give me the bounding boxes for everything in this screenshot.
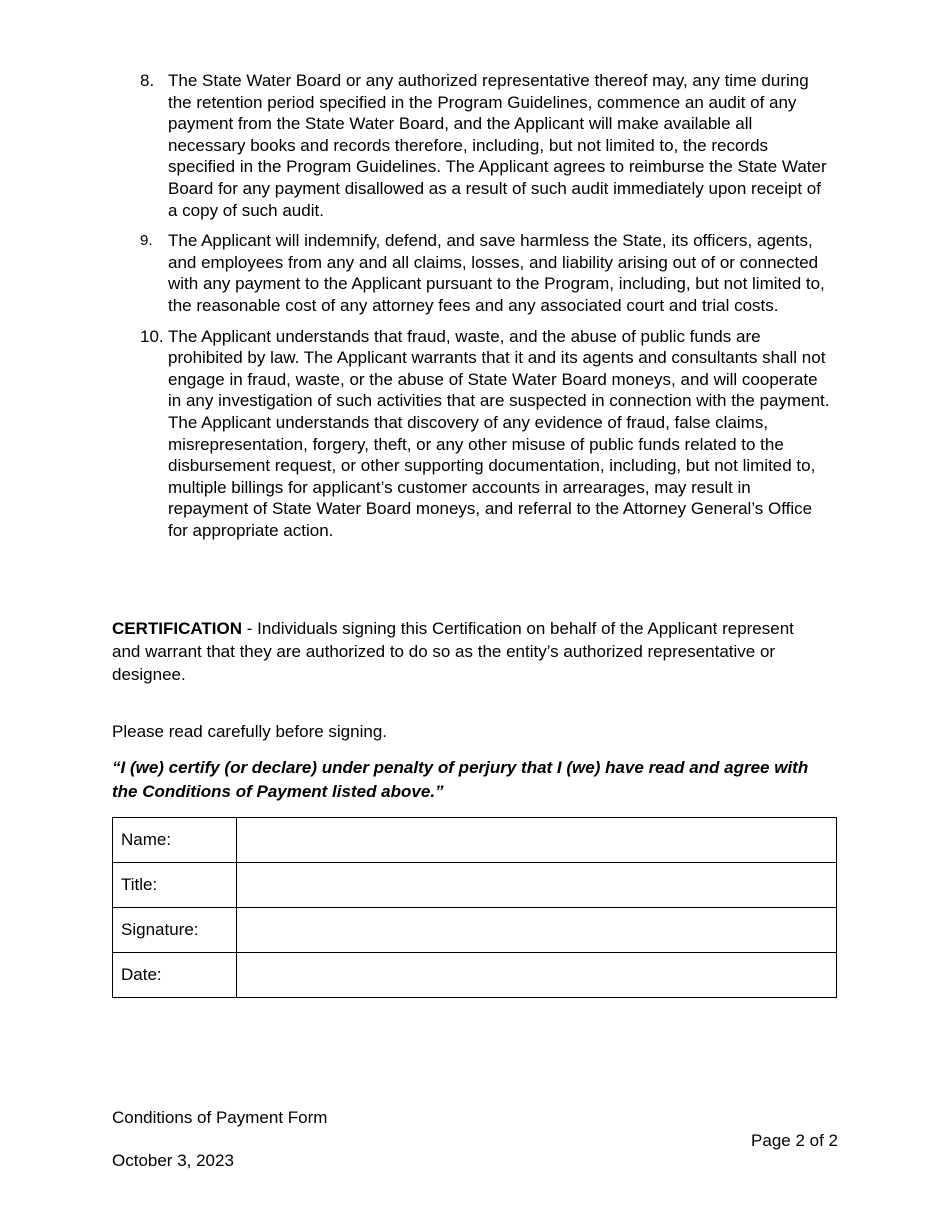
title-label: Title:: [113, 863, 237, 908]
condition-item-10: [140, 326, 830, 542]
date-field[interactable]: [237, 953, 837, 998]
table-row: [113, 863, 837, 908]
name-label: Name:: [113, 818, 237, 863]
read-note: Please read carefully before signing.: [112, 722, 387, 741]
title-field[interactable]: [237, 863, 837, 908]
table-row: [113, 908, 837, 953]
footer-date: October 3, 2023: [112, 1151, 234, 1170]
table-row: [113, 818, 837, 863]
name-field[interactable]: [237, 818, 837, 863]
perjury-declaration: “I (we) certify (or declare) under penalty of perjury that I (we) have read and agree with the Conditions of Payment listed above.”: [112, 758, 809, 801]
certification-text: - Individuals signing this Certification on behalf of the Applicant represent and warrant that they are authorized to do so as the entity’s authorized representative or designee.: [112, 619, 794, 684]
conditions-list: [140, 70, 830, 550]
condition-item-9: [140, 230, 830, 316]
footer-form-name: Conditions of Payment Form: [112, 1108, 328, 1127]
condition-text: The Applicant understands that fraud, waste, and the abuse of public funds are prohibited by law. The Applicant warrants that it and its agents and consultants shall not engage in fraud, waste, or the abuse of State Water Board moneys, and will cooperate in any investigation of such activities that are suspected in connection with the payment. The Applicant understands that discovery of any evidence of fraud, false claims, misrepresentation, forgery, theft, or any other misuse of public funds related to the disbursement request, or other supporting documentation, including, but not limited to, multiple billings for applicant’s customer accounts in arrearages, may result in repayment of State Water Board moneys, and referral to the Attorney General’s Office for appropriate action.: [168, 326, 830, 540]
footer-page-number: Page 2 of 2: [751, 1131, 838, 1150]
date-label: Date:: [113, 953, 237, 998]
certification-paragraph: [112, 617, 812, 686]
condition-number: 10.: [140, 326, 164, 346]
condition-text: The Applicant will indemnify, defend, and save harmless the State, its officers, agents, and employees from any and all claims, losses, and liability arising out of or connected with any payment to the Applicant pursuant to the Program, including, but not limited to, the reasonable cost of any attorney fees and any associated court and trial costs.: [168, 231, 825, 315]
condition-item-8: [140, 70, 830, 221]
signature-label: Signature:: [113, 908, 237, 953]
condition-number: 9.: [140, 232, 153, 250]
signature-table: [112, 817, 837, 998]
certification-heading: CERTIFICATION: [112, 619, 243, 638]
condition-text: The State Water Board or any authorized representative thereof may, any time during the retention period specified in the Program Guidelines, commence an audit of any payment from the State Water Board, and the Applicant will make available all necessary books and records therefore, including, but not limited to, the records specified in the Program Guidelines. The Applicant agrees to reimburse the State Water Board for any payment disallowed as a result of such audit immediately upon receipt of a copy of such audit.: [168, 71, 827, 220]
condition-number: 8.: [140, 71, 155, 90]
table-row: [113, 953, 837, 998]
signature-field[interactable]: [237, 908, 837, 953]
